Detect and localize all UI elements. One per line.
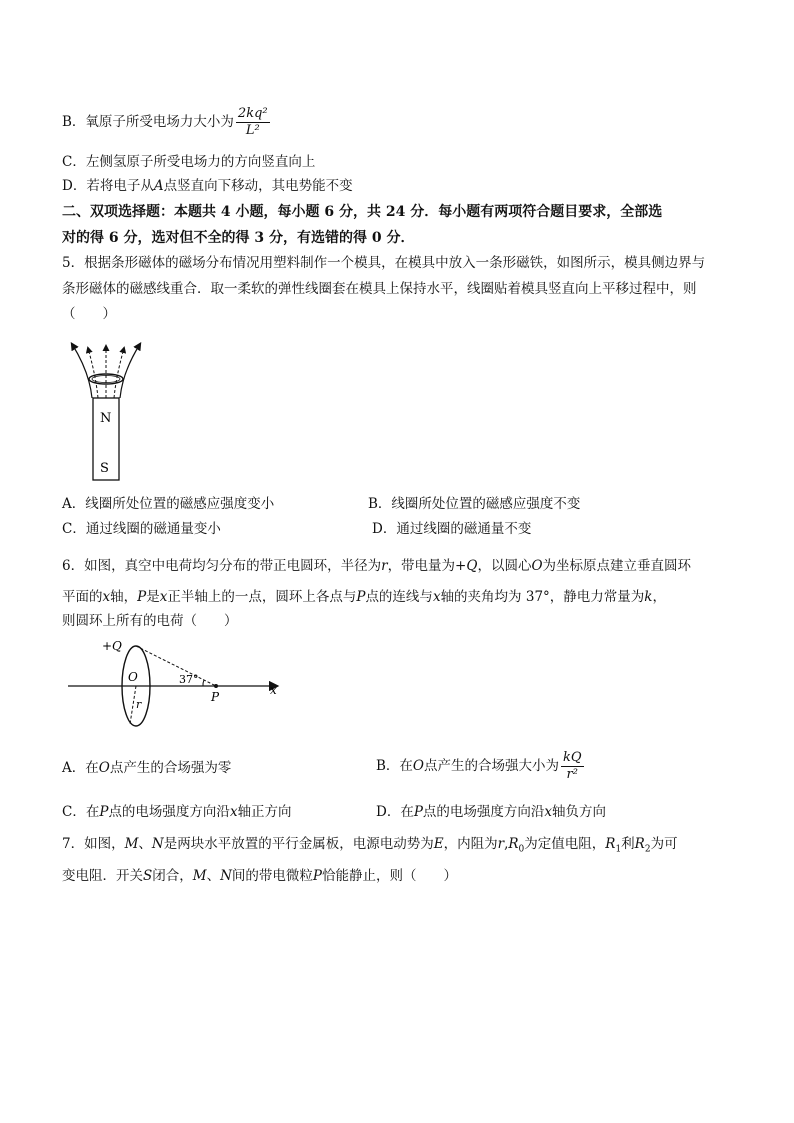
q6-option-a: A．在O点产生的合场强为零 <box>62 760 232 776</box>
q5-stem-line-3: （ ） <box>62 306 116 322</box>
magnet-south-label: S <box>100 461 109 476</box>
q5-stem-line-1: 5．根据条形磁体的磁场分布情况用塑料制作一个模具，在模具中放入一条形磁铁，如图所示，模具侧边界与 <box>62 255 706 271</box>
label-x: x <box>270 683 277 697</box>
q5-option-d: D．通过线圈的磁通量不变 <box>372 521 532 537</box>
point-p <box>214 684 218 688</box>
q6-option-d: D．在P点的电场强度方向沿x轴负方向 <box>376 804 607 820</box>
q4-option-c: C．左侧氢原子所受电场力的方向竖直向上 <box>62 154 316 170</box>
q6-option-b: B．在O点产生的合场强大小为 $\frac{kQ}{\text{r²}}$ <box>376 750 582 782</box>
angle-arc <box>203 680 204 686</box>
field-line-dashed-right <box>114 348 124 398</box>
label-angle: 37° <box>179 673 199 686</box>
label-o: O <box>128 670 138 684</box>
q6-option-c: C．在P点的电场强度方向沿x轴正方向 <box>62 804 292 820</box>
q6-stem-line-3: 则圆环上所有的电荷（ ） <box>62 613 238 629</box>
q5-stem-line-2: 条形磁体的磁感线重合．取一柔软的弹性线圈套在模具上保持水平，线圈贴着模具竖直向上平移过程中，则 <box>62 281 697 297</box>
q4-option-b-fraction: $\frac{\text{2kq²}}{\text{L²}}$ <box>237 106 268 138</box>
q7-stem-line-2: 变电阻．开关S闭合，M、N间的带电微粒P恰能静止，则（ ） <box>62 868 457 884</box>
magnet-north-label: N <box>100 411 112 426</box>
q4-option-b-text: B．氧原子所受电场力大小为 <box>62 114 234 130</box>
q7-stem-line-1: 7．如图，M、N是两块水平放置的平行金属板，电源电动势为E，内阻为$r,R_0$为定值电阻，$R_1$利$R_2$为可 <box>62 836 678 855</box>
q4-option-d: D．若将电子从A点竖直向下移动，其电势能不变 <box>62 178 353 194</box>
q6-ring-figure <box>62 636 292 736</box>
q6-stem-line-2: 平面的x轴，P是x正半轴上的一点，圆环上各点与P点的连线与x轴的夹角均为 37°，静电力常量为k， <box>62 589 666 605</box>
section-heading-line-1: 二、双项选择题：本题共 4 小题，每小题 6 分，共 24 分．每小题有两项符合题目要求，全部选 <box>62 204 663 220</box>
q6-option-b-fraction: $\frac{kQ}{\text{r²}}$ <box>563 750 582 782</box>
q6-stem-line-1: 6．如图，真空中电荷均匀分布的带正电圆环，半径为r，带电量为+Q，以圆心O为坐标原点建立垂直圆环 <box>62 558 692 574</box>
label-p: P <box>211 690 220 704</box>
q5-option-c: C．通过线圈的磁通量变小 <box>62 521 221 537</box>
q5-magnet-figure <box>62 338 152 483</box>
q4-option-b <box>62 106 270 139</box>
q5-option-b: B．线圈所处位置的磁感应强度不变 <box>368 496 581 512</box>
label-r: r <box>136 698 142 711</box>
section-heading-line-2: 对的得 6 分，选对但不全的得 3 分，有选错的得 0 分． <box>62 230 415 246</box>
field-line-dashed-left <box>88 348 98 398</box>
q5-option-a: A．线圈所处位置的磁感应强度变小 <box>62 496 275 512</box>
label-plus-q: +Q <box>102 639 122 653</box>
